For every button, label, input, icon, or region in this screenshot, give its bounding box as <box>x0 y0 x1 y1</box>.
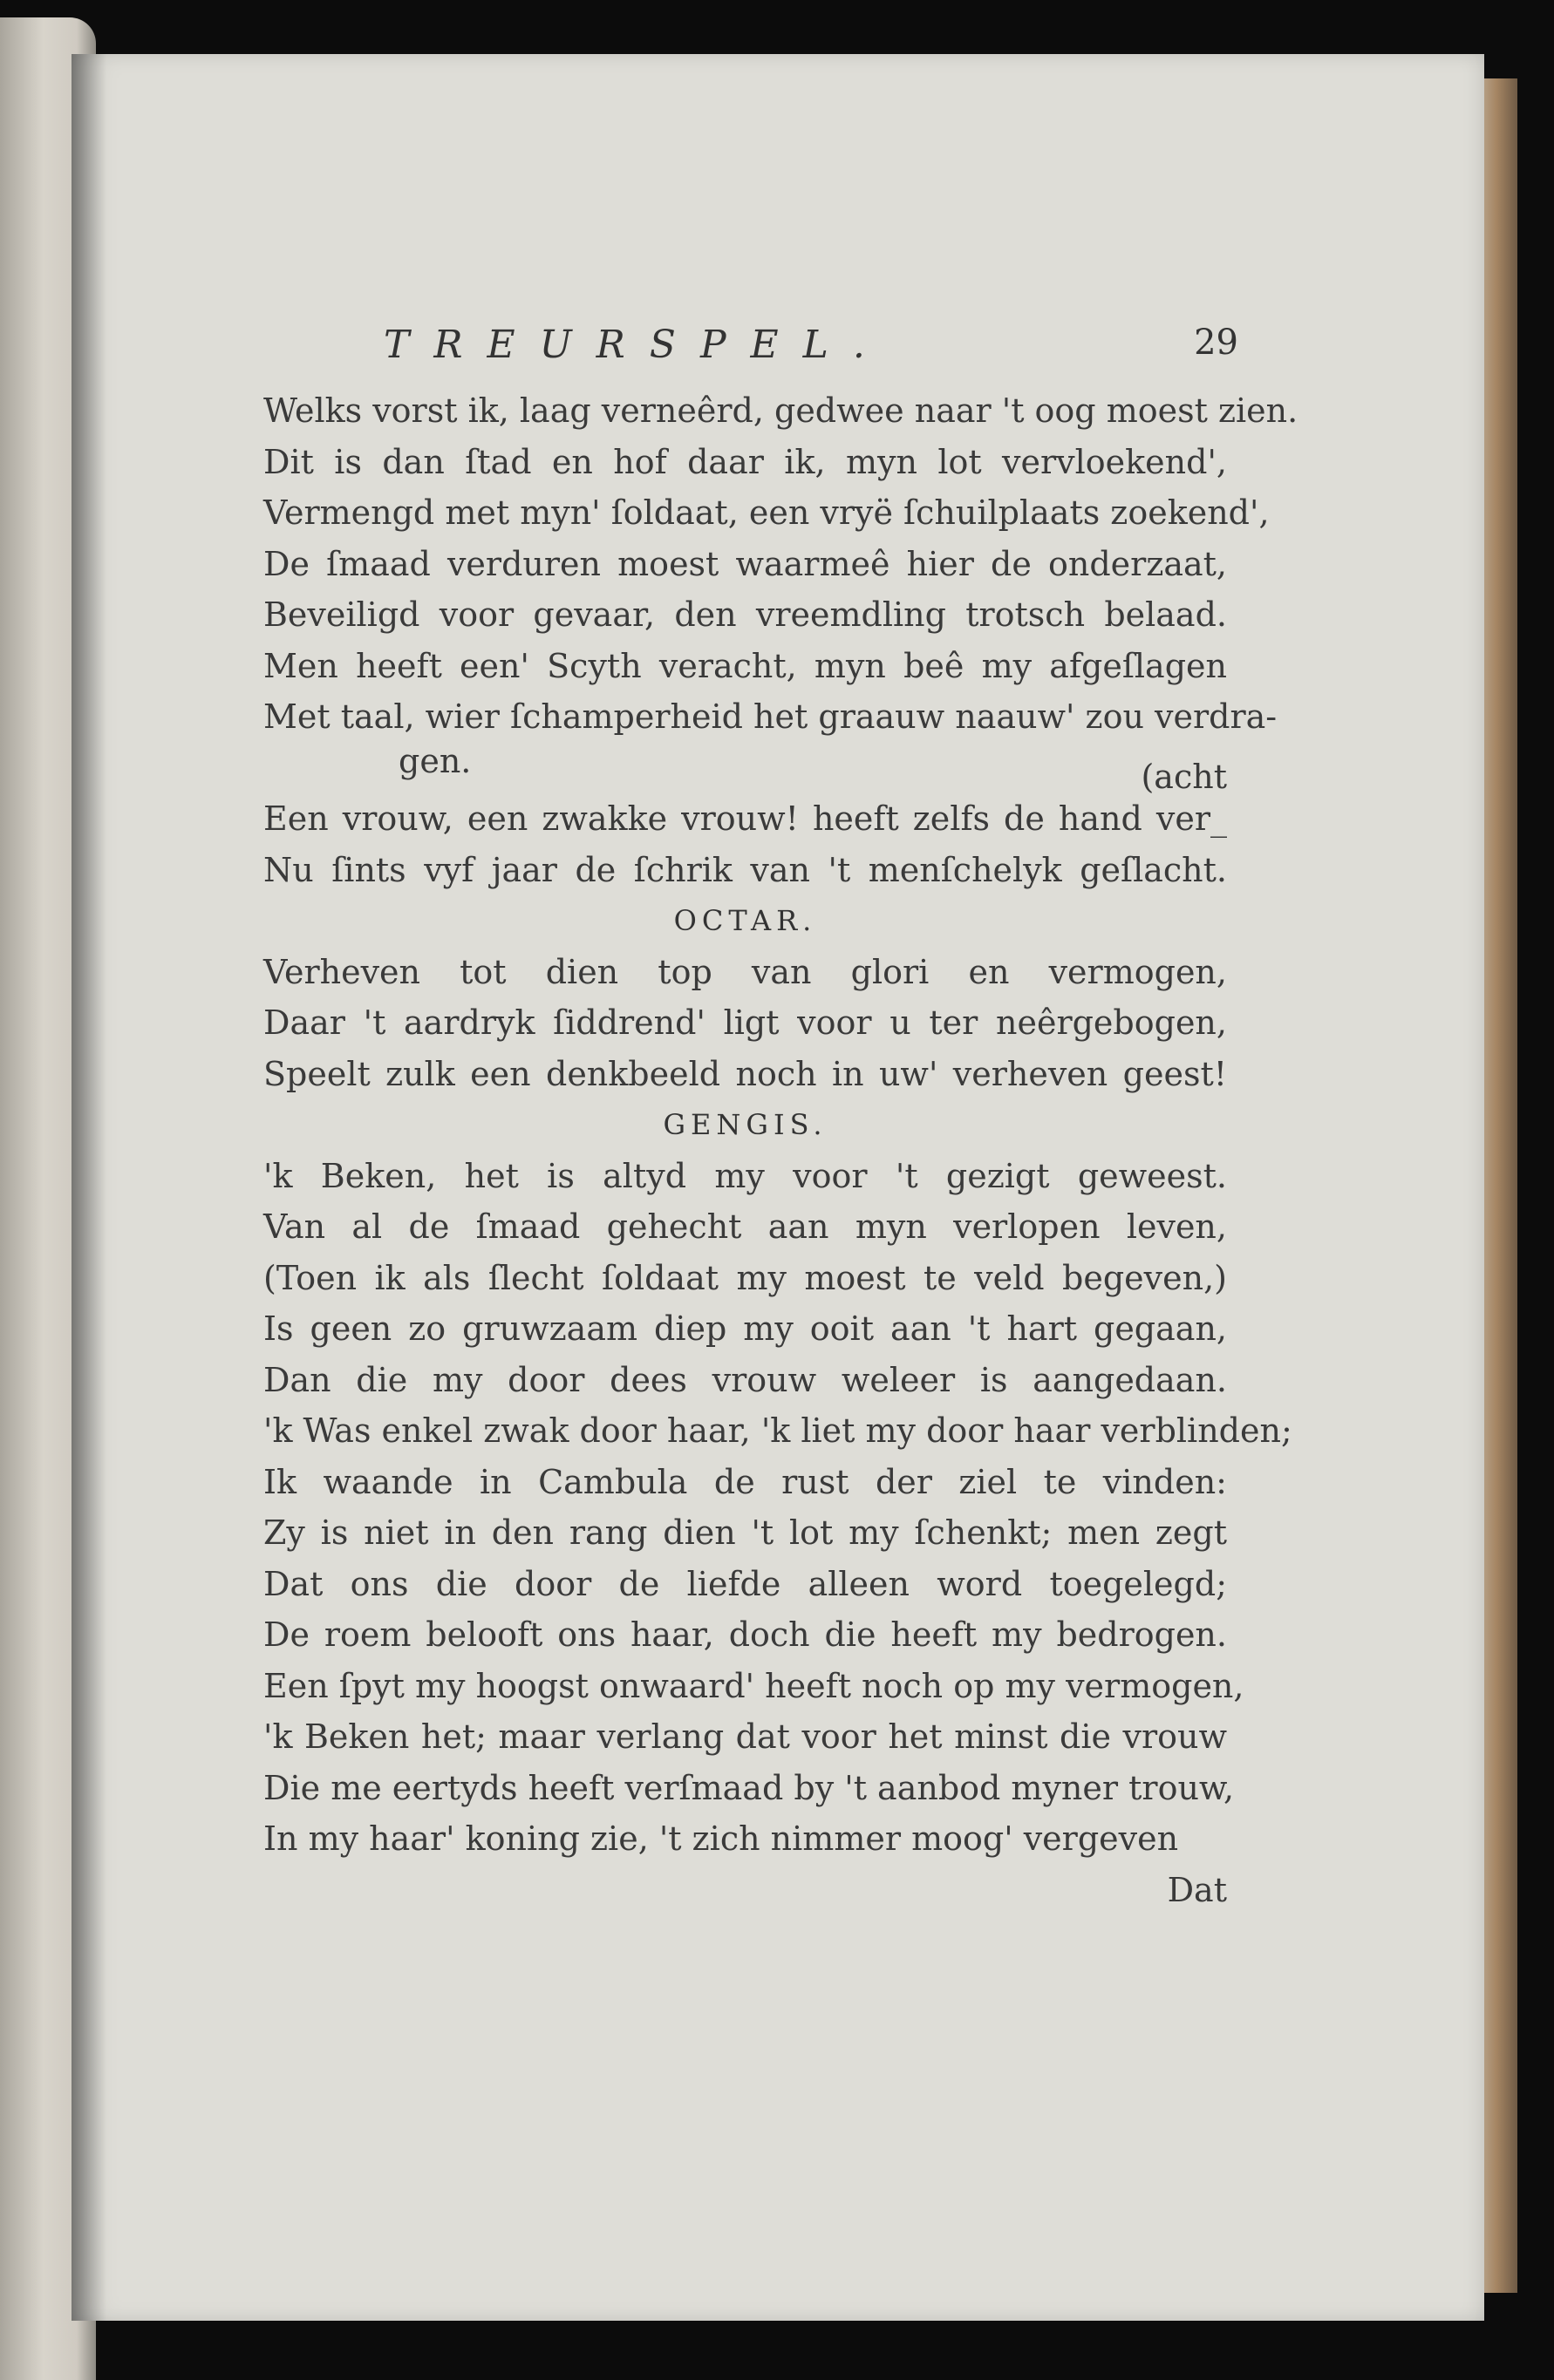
verse-line: Vermengd met myn' ſoldaat, een vryë ſchuilplaats zoekend', <box>263 493 1270 532</box>
verse-line: Welks vorst ik, laag verneêrd, gedwee naar 't oog moest zien. <box>263 391 1298 430</box>
verse-line: Een ſpyt my hoogst onwaard' heeft noch op my vermogen, <box>263 1666 1244 1705</box>
verse-line: Een vrouw, een zwakke vrouw! heeft zelfs de hand ver_ <box>263 799 1227 838</box>
verse-line: Dan die my door dees vrouw weleer is aangedaan. <box>263 1360 1227 1399</box>
verse-line: Die me eertyds heeft verſmaad by 't aanbod myner trouw, <box>263 1768 1235 1807</box>
gutter-shadow <box>72 54 106 2321</box>
page-number: 29 <box>1194 323 1238 363</box>
catchword: Dat <box>1167 1870 1227 1909</box>
verse-line: 'k Beken, het is altyd my voor 't gezigt geweest. <box>263 1156 1227 1195</box>
page-header <box>384 323 1238 375</box>
verse-line: Nu ſints vyf jaar de ſchrik van 't menſchelyk geſlacht. <box>263 850 1227 889</box>
verse-line: Van al de ſmaad gehecht aan myn verlopen leven, <box>263 1207 1227 1246</box>
verse-line: Is geen zo gruwzaam diep my ooit aan 't hart gegaan, <box>263 1309 1227 1348</box>
verse-line: Met taal, wier ſchamperheid het graauw naauw' zou verdra- <box>263 697 1278 736</box>
verse-line: De roem belooft ons haar, doch die heeft my bedrogen. <box>263 1615 1227 1654</box>
runover-word: gen. <box>399 741 472 780</box>
catchword-row <box>263 1865 1227 1916</box>
verse-line: 'k Beken het; maar verlang dat voor het minst die vrouw <box>263 1717 1227 1756</box>
verse-line: (Toen ik als ſlecht ſoldaat my moest te veld begeven,) <box>263 1258 1227 1297</box>
verse-line: Dit is dan ſtad en hof daar ik, myn lot vervloekend', <box>263 442 1227 481</box>
runover-word: (acht <box>1141 757 1227 796</box>
verse-line: Dat ons die door de liefde alleen word toegelegd; <box>263 1564 1227 1603</box>
verse-line: Ik waande in Cambula de rust der ziel te vinden: <box>263 1462 1227 1501</box>
verse-line: Beveiligd voor gevaar, den vreemdling trotsch belaad. <box>263 595 1227 634</box>
verse-line: Daar 't aardryk ſiddrend' ligt voor u ter neêrgebogen, <box>263 1003 1227 1042</box>
verse-line: Zy is niet in den rang dien 't lot my ſchenkt; men zegt <box>263 1513 1227 1552</box>
verse-line: De ſmaad verduren moest waarmeê hier de onderzaat, <box>263 544 1227 583</box>
verse-line: Speelt zulk een denkbeeld noch in uw' verheven geest! <box>263 1054 1227 1093</box>
verse-line: In my haar' koning zie, 't zich nimmer moog' vergeven <box>263 1819 1179 1858</box>
verse-text <box>263 385 1298 1915</box>
verse-line: Men heeft een' Scyth veracht, myn beê my afgeſlagen <box>263 646 1227 685</box>
runover-line <box>263 743 1227 794</box>
speaker-name: GENGIS. <box>663 1108 828 1141</box>
running-title: TREURSPEL. <box>384 323 889 367</box>
speaker-name: OCTAR. <box>673 904 817 937</box>
verse-line: Verheven tot dien top van glori en vermogen, <box>263 952 1227 991</box>
verse-line: 'k Was enkel zwak door haar, 'k liet my door haar verblinden; <box>263 1411 1292 1450</box>
